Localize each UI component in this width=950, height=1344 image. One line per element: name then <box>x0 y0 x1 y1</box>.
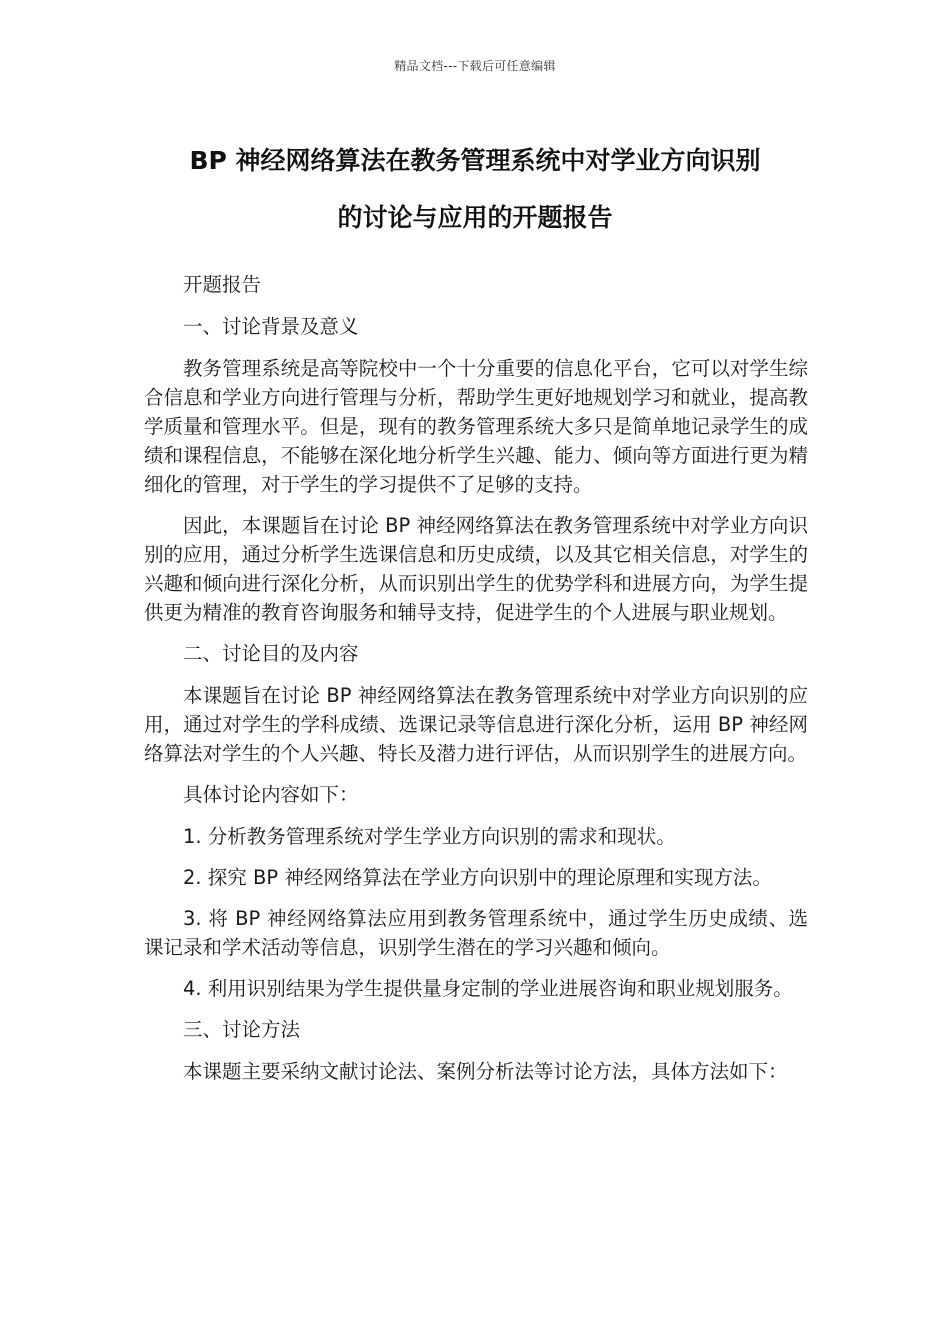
list-item-2: 2. 探究 BP 神经网络算法在学业方向识别中的理论原理和实现方法。 <box>183 866 772 889</box>
list-item-3: 3. 将 BP 神经网络算法应用到教务管理系统中，通过学生历史成绩、选课记录和学术活动等信息，识别学生潜在的学习兴趣和倾向。 <box>144 907 808 959</box>
list-item-4: 4. 利用识别结果为学生提供量身定制的学业进展咨询和职业规划服务。 <box>183 977 793 1000</box>
document-body <box>144 270 808 1098</box>
title-line-2: 的讨论与应用的开题报告 <box>337 203 613 232</box>
title-line-1: BP 神经网络算法在教务管理系统中对学业方向识别 <box>189 146 761 175</box>
page-header-note: 精品文档---下载后可任意编辑 <box>394 59 556 73</box>
document-title <box>120 132 830 246</box>
section-heading-objectives: 二、讨论目的及内容 <box>183 642 359 665</box>
paragraph-background-1: 教务管理系统是高等院校中一个十分重要的信息化平台，它可以对学生综合信息和学业方向进行管理与分析，帮助学生更好地规划学习和就业，提高教学质量和管理水平。但是，现有的教务管理系统大多只是简单地记录学生的成绩和课程信息，不能够在深化地分析学生兴趣、能力、倾向等方面进行更为精细化的管理，对于学生的学习提供不了足够的支持。 <box>144 357 808 496</box>
section-heading-background: 一、讨论背景及意义 <box>183 315 359 338</box>
paragraph-methods: 本课题主要采纳文献讨论法、案例分析法等讨论方法，具体方法如下： <box>183 1060 788 1083</box>
section-heading-methods: 三、讨论方法 <box>183 1018 301 1041</box>
section-label: 开题报告 <box>183 273 262 296</box>
list-item-1: 1. 分析教务管理系统对学生学业方向识别的需求和现状。 <box>183 825 676 848</box>
paragraph-background-2: 因此，本课题旨在讨论 BP 神经网络算法在教务管理系统中对学业方向识别的应用，通过分析学生选课信息和历史成绩，以及其它相关信息，对学生的兴趣和倾向进行深化分析，从而识别出学生的优势学科和进展方向，为学生提供更为精准的教育咨询服务和辅导支持，促进学生的个人进展与职业规划。 <box>144 514 808 624</box>
paragraph-objectives: 本课题旨在讨论 BP 神经网络算法在教务管理系统中对学业方向识别的应用，通过对学生的学科成绩、选课记录等信息进行深化分析，运用 BP 神经网络算法对学生的个人兴趣、特长及潜力进行评估，从而识别学生的进展方向。 <box>144 684 808 765</box>
paragraph-content-intro: 具体讨论内容如下： <box>183 783 359 806</box>
